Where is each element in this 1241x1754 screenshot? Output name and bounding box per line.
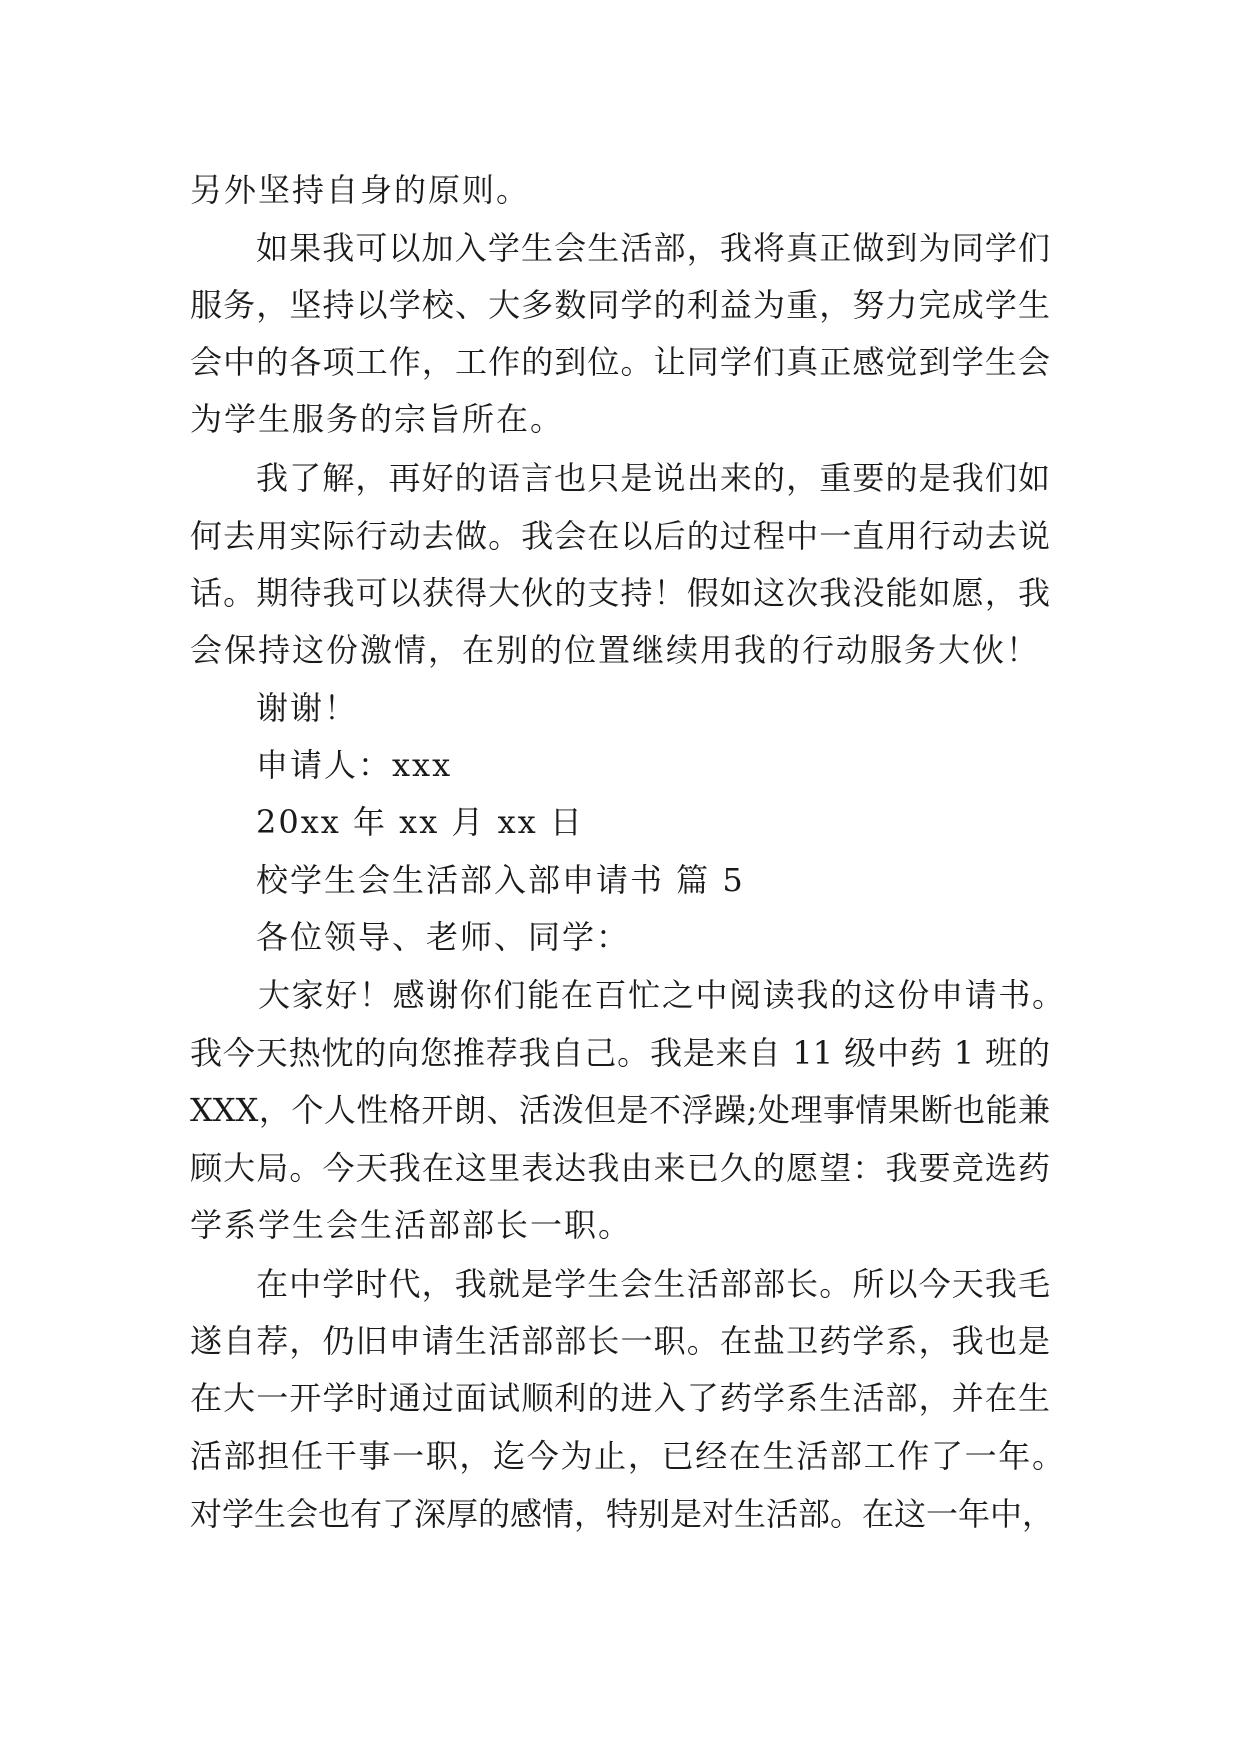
text-line: XXX，个人性格开朗、活泼但是不浮躁;处理事情果断也能兼 — [190, 1091, 1050, 1129]
text-line: 对学生会也有了深厚的感情，特别是对生活部。在这一年中， — [190, 1495, 1055, 1533]
applicant-line: 申请人：xxx — [256, 746, 453, 784]
text-line: 遂自荐，仍旧申请生活部部长一职。在盐卫药学系，我也是 — [190, 1322, 1050, 1360]
text-line: 会中的各项工作，工作的到位。让同学们真正感觉到学生会 — [190, 343, 1050, 381]
text-line: 服务，坚持以学校、大多数同学的利益为重，努力完成学生 — [190, 286, 1050, 324]
text-line: 会保持这份激情，在别的位置继续用我的行动服务大伙！ — [190, 631, 1041, 669]
text-line: 大家好！感谢你们能在百忙之中阅读我的这份申请书。 — [258, 976, 1064, 1014]
section-title: 校学生会生活部入部申请书 篇 5 — [256, 861, 745, 899]
text-line: 我今天热忱的向您推荐我自己。我是来自 11 级中药 1 班的 — [190, 1034, 1050, 1072]
date-line: 20xx 年 xx 月 xx 日 — [256, 803, 584, 841]
salutation-line: 各位领导、老师、同学： — [256, 918, 631, 956]
text-line: 话。期待我可以获得大伙的支持！假如这次我没能如愿，我 — [190, 574, 1050, 612]
text-line: 在大一开学时通过面试顺利的进入了药学系生活部，并在生 — [190, 1379, 1050, 1417]
text-line: 谢谢！ — [256, 689, 359, 727]
text-line: 如果我可以加入学生会生活部，我将真正做到为同学们 — [256, 229, 1050, 267]
text-line: 顾大局。今天我在这里表达我由来已久的愿望：我要竞选药 — [190, 1149, 1050, 1187]
text-line: 何去用实际行动去做。我会在以后的过程中一直用行动去说 — [190, 517, 1050, 555]
text-line: 另外坚持自身的原则。 — [190, 171, 531, 209]
text-line: 我了解，再好的语言也只是说出来的，重要的是我们如 — [256, 459, 1050, 497]
text-line: 在中学时代，我就是学生会生活部部长。所以今天我毛 — [256, 1265, 1050, 1303]
text-line: 为学生服务的宗旨所在。 — [190, 400, 565, 438]
text-line: 活部担任干事一职，迄今为止，已经在生活部工作了一年。 — [190, 1437, 1064, 1475]
text-line: 学系学生会生活部部长一职。 — [190, 1206, 633, 1244]
